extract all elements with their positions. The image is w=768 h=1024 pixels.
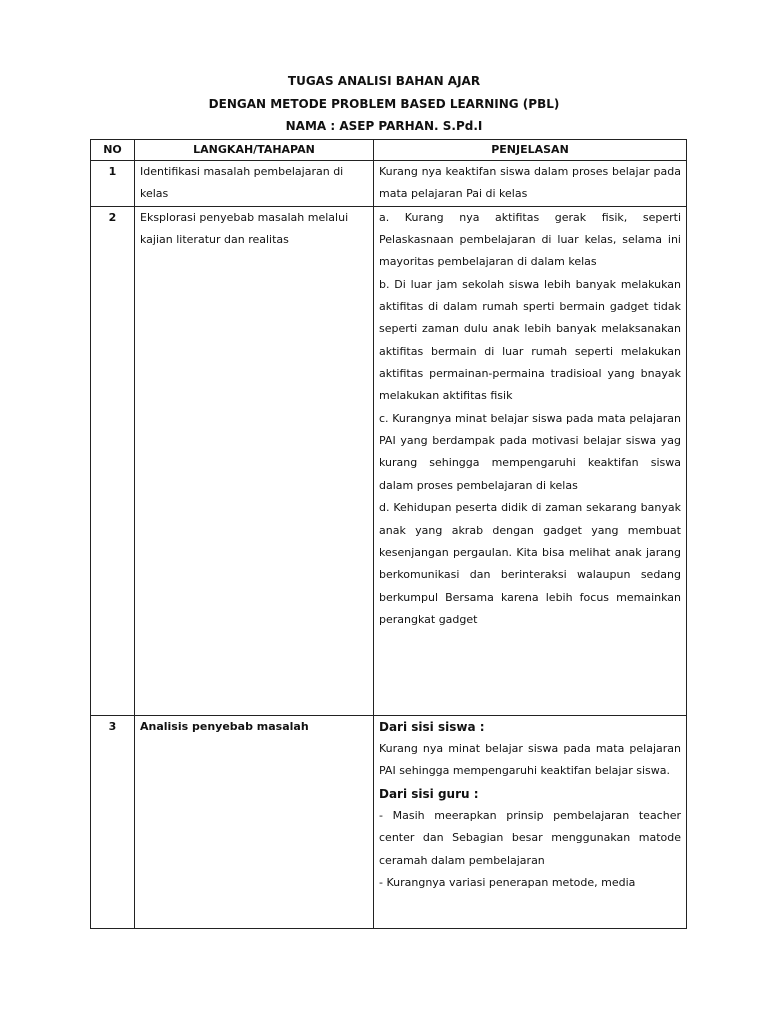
row-number: 2 <box>91 206 135 715</box>
column-header-no: NO <box>91 140 135 161</box>
teacher-side-heading: Dari sisi guru : <box>379 786 479 801</box>
row-step: Eksplorasi penyebab masalah melalui kajian literatur dan realitas <box>135 206 374 715</box>
author-name: NAMA : ASEP PARHAN. S.Pd.I <box>285 119 483 133</box>
analysis-table <box>90 139 687 929</box>
column-header-step: LANGKAH/TAHAPAN <box>135 140 374 161</box>
document-subtitle: DENGAN METODE PROBLEM BASED LEARNING (PBL) <box>208 96 560 111</box>
explanation-item-c: c. Kurangnya minat belajar siswa pada mata pelajaran PAI yang berdampak pada motivasi belajar siswa yag kurang sehingga mempengaruhi keaktifan siswa dalam proses pembelajaran di kelas <box>379 411 681 492</box>
teacher-side-item-2: - Kurangnya variasi penerapan metode, media <box>379 876 636 890</box>
document-header <box>0 70 768 138</box>
row-explanation <box>374 206 687 715</box>
column-header-explanation: PENJELASAN <box>374 140 687 161</box>
explanation-item-a: a. Kurang nya aktifitas gerak fisik, seperti Pelaskasnaan pembelajaran di luar kelas, selama ini mayoritas pembelajaran di dalam kelas <box>379 210 681 269</box>
explanation-item-d: d. Kehidupan peserta didik di zaman sekarang banyak anak yang akrab dengan gadget yang membuat kesenjangan pergaulan. Kita bisa melihat anak jarang berkomunikasi dan berinteraksi walaupun sedang berkumpul Bersama karena lebih focus memainkan perangkat gadget <box>379 501 681 626</box>
table-row <box>91 715 687 928</box>
row-explanation <box>374 161 687 207</box>
row-step: Analisis penyebab masalah <box>135 715 374 928</box>
table-header-row <box>91 140 687 161</box>
explanation-item-b: b. Di luar jam sekolah siswa lebih banyak melakukan aktifitas di dalam rumah sperti bermain gadget tidak seperti zaman dulu anak lebih banyak melaksanakan aktifitas bermain di luar rumah seperti melakukan aktifitas permainan-permaina tradisioal yang bnayak melakukan aktifitas fisik <box>379 277 681 403</box>
student-side-text: Kurang nya minat belajar siswa pada mata pelajaran PAI sehingga mempengaruhi keaktifan belajar siswa. <box>379 742 681 778</box>
explanation-paragraph: Kurang nya keaktifan siswa dalam proses belajar pada mata pelajaran Pai di kelas <box>379 165 681 201</box>
table-row <box>91 206 687 715</box>
row-number: 3 <box>91 715 135 928</box>
row-explanation <box>374 715 687 928</box>
table-row <box>91 161 687 207</box>
student-side-heading: Dari sisi siswa : <box>379 719 485 734</box>
row-number: 1 <box>91 161 135 207</box>
teacher-side-item-1: - Masih meerapkan prinsip pembelajaran teacher center dan Sebagian besar menggunakan matode ceramah dalam pembelajaran <box>379 809 681 867</box>
document-title: TUGAS ANALISI BAHAN AJAR <box>287 74 481 88</box>
row-step: Identifikasi masalah pembelajaran di kelas <box>135 161 374 207</box>
